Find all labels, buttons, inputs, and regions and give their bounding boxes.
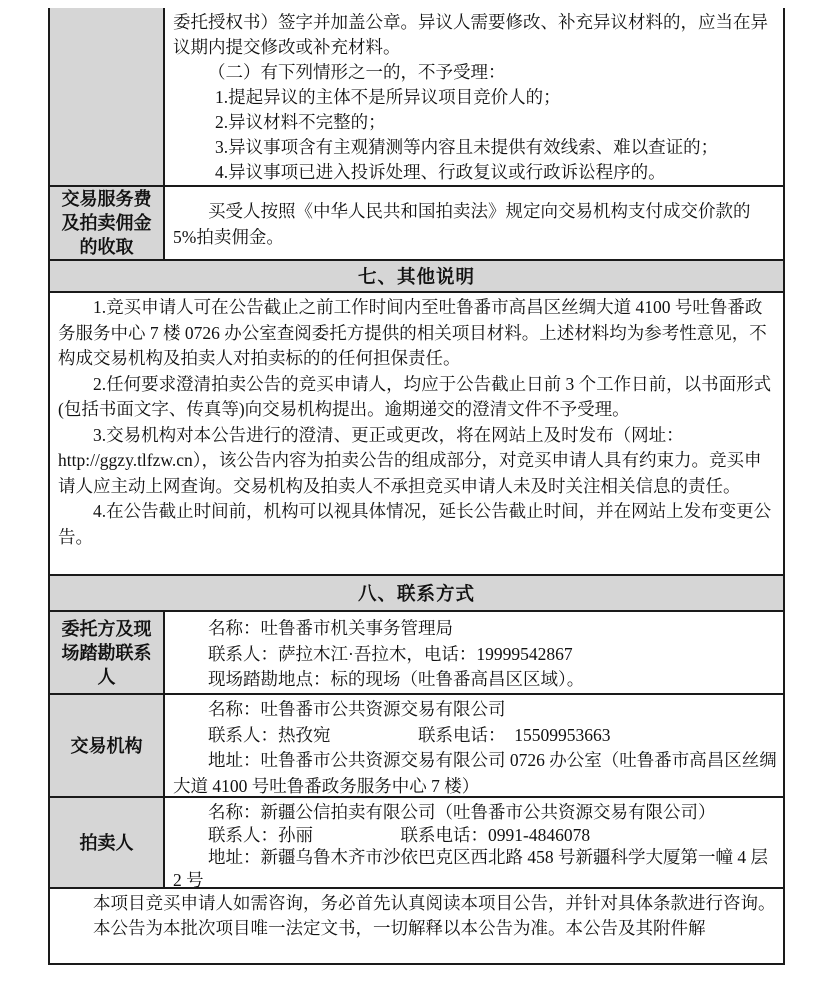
contact-line-person: 联系人：孙丽 联系电话：0991-4846078 xyxy=(208,824,591,845)
section-other-body-row xyxy=(50,291,783,574)
contact-client-content xyxy=(165,612,783,693)
contact-exchange-content xyxy=(165,695,783,796)
other-note-paragraph: 2.任何要求澄清拍卖公告的竞买申请人，均应于公告截止日前 3 个工作日前，以书面形式(包括书面文字、传真等)向交易机构提出。逾期递交的澄清文件不予受理。 xyxy=(58,373,772,419)
footer-paragraph: 本项目竞买申请人如需咨询，务必首先认真阅读本项目公告，并针对具体条款进行咨询。 xyxy=(93,893,776,913)
contact-row-auctioneer xyxy=(50,796,783,890)
objection-case-item: 3.异议事项含有主观猜测等内容且未提供有效线索、难以查证的； xyxy=(215,137,719,157)
contact-line-name: 名称：吐鲁番市机关事务管理局 xyxy=(208,618,453,638)
contact-row-exchange xyxy=(50,693,783,796)
other-note-paragraph: 4.在公告截止时间前，机构可以视具体情况，延长公告截止时间，并在网站上发布变更公告。 xyxy=(58,501,772,547)
footer-note-row xyxy=(50,887,783,963)
contact-exchange-label: 交易机构 xyxy=(50,695,165,796)
contact-row-client xyxy=(50,610,783,693)
contact-auctioneer-content xyxy=(165,798,783,890)
contact-line-name: 名称：新疆公信拍卖有限公司（吐鲁番市公共资源交易有限公司） xyxy=(208,802,716,822)
contact-line-name: 名称：吐鲁番市公共资源交易有限公司 xyxy=(208,699,506,719)
objection-case-item: 1.提起异议的主体不是所异议项目竞价人的； xyxy=(215,87,561,107)
other-note-paragraph: 1.竞买申请人可在公告截止之前工作时间内至吐鲁番市高昌区丝绸大道 4100 号吐鲁番政务服务中心 7 楼 0726 办公室查阅委托方提供的相关项目材料。上述材料均为参考性意见，不构成交易机构及拍卖人对拍卖标的的任何担保责任。 xyxy=(58,297,767,368)
fee-row-content xyxy=(165,187,783,259)
contact-line-address: 地址：新疆乌鲁木齐市沙依巴克区西北路 458 号新疆科学大厦第一幢 4 层 2 号 xyxy=(173,847,768,890)
contact-auctioneer-label: 拍卖人 xyxy=(50,798,165,887)
contact-line-person: 联系人：萨拉木江·吾拉木，电话：19999542867 xyxy=(208,643,573,664)
section-other-header xyxy=(50,259,783,291)
objection-case-header: （二）有下列情形之一的，不予受理： xyxy=(208,62,506,82)
objection-rules-content xyxy=(165,8,783,185)
contact-client-label: 委托方及现场踏勘联系人 xyxy=(50,612,165,693)
objection-case-item: 4.异议事项已进入投诉处理、行政复议或行政诉讼程序的。 xyxy=(215,162,666,182)
footer-paragraph: 本公告为本批次项目唯一法定文书，一切解释以本公告为准。本公告及其附件解 xyxy=(93,917,706,938)
objection-case-item: 2.异议材料不完整的； xyxy=(215,112,386,132)
announcement-table xyxy=(48,8,785,965)
contact-line-site: 现场踏勘地点：标的现场（吐鲁番高昌区区域）。 xyxy=(208,669,585,689)
objection-row-label-empty xyxy=(50,8,165,185)
section-contact-title: 八、联系方式 xyxy=(357,585,475,605)
footer-note xyxy=(50,889,783,963)
section-other-title: 七、其他说明 xyxy=(357,268,475,288)
fee-paragraph: 买受人按照《中华人民共和国拍卖法》规定向交易机构支付成交价款的 5%拍卖佣金。 xyxy=(173,201,751,247)
objection-continuation-paragraph: 委托授权书）签字并加盖公章。异议人需要修改、补充异议材料的，应当在异议期内提交修改或补充材料。 xyxy=(173,12,768,57)
section-other-body xyxy=(50,293,783,574)
contact-line-person: 联系人：热孜宛 联系电话： 15509953663 xyxy=(208,724,611,745)
fee-row-label: 交易服务费及拍卖佣金的收取 xyxy=(50,187,165,259)
other-note-paragraph: 3.交易机构对本公告进行的澄清、更正或更改，将在网站上及时发布（网址：http://ggzy.tlfzw.cn），该公告内容为拍卖公告的组成部分，对竞买申请人具有约束力。竞买申请人应主动上网查询。交易机构及拍卖人不承担竞买申请人未及时关注相关信息的责任。 xyxy=(58,424,762,496)
objection-rules-row xyxy=(50,8,783,185)
contact-line-address: 地址：吐鲁番市公共资源交易有限公司 0726 办公室（吐鲁番市高昌区丝绸大道 4100 号吐鲁番政务服务中心 7 楼） xyxy=(173,750,777,796)
fee-row xyxy=(50,185,783,259)
section-contact-header xyxy=(50,574,783,610)
